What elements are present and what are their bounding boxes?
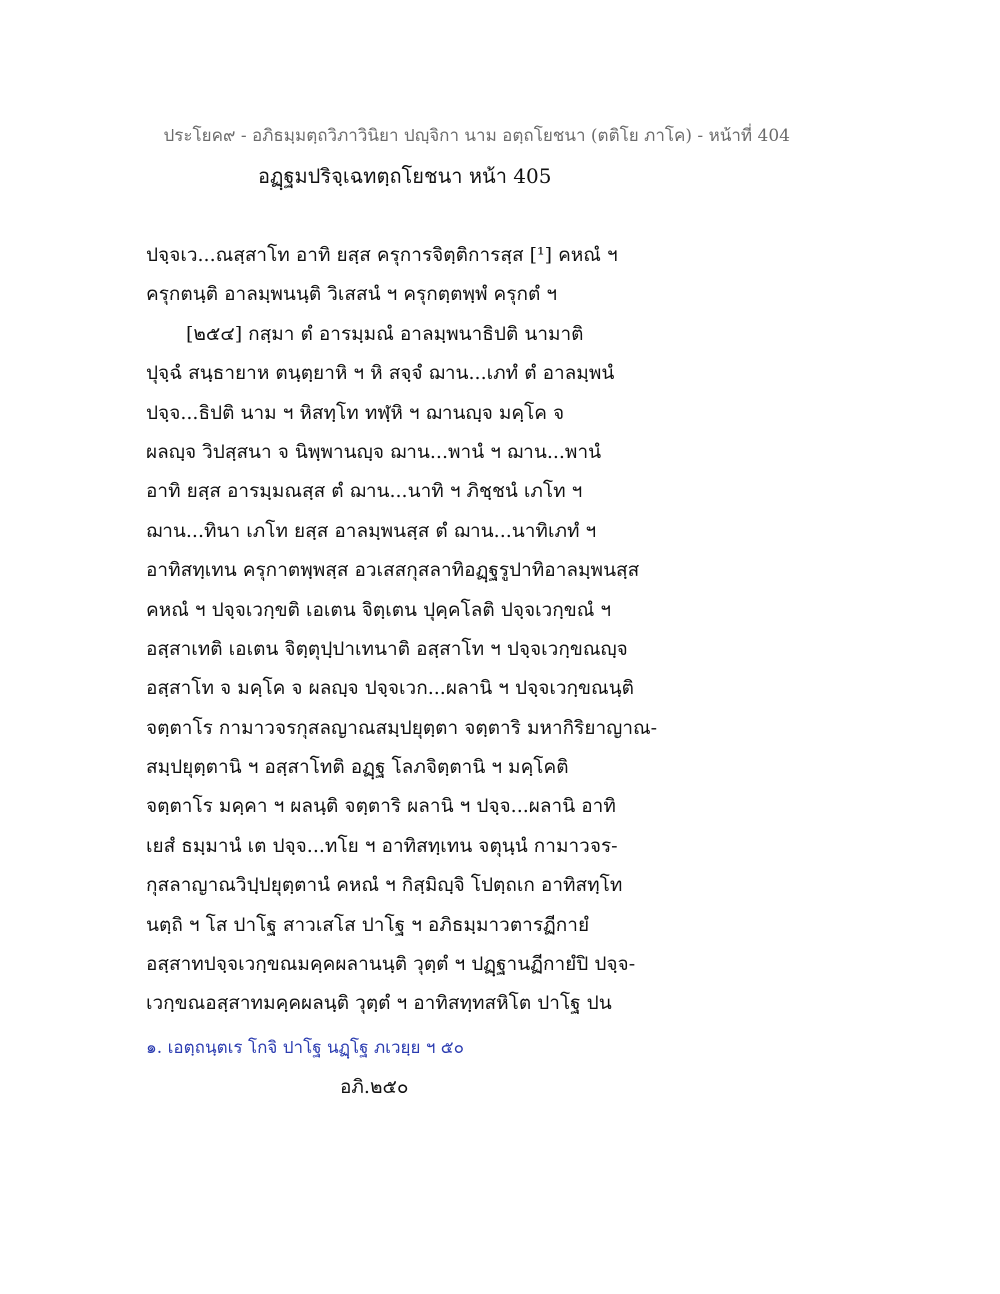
text-line: อาทิ ยสฺส อารมฺมณสฺส ตํ ฌาน...นาทิ ฯ ภิชฺชนํ เภโท ฯ bbox=[146, 480, 583, 503]
body-text bbox=[146, 236, 866, 1024]
text-line: ครุกตนฺติ อาลมฺพนนฺติ วิเสสนํ ฯ ครุกตฺตพฺพํ ครุกตํ ฯ bbox=[146, 283, 557, 306]
text-line: สมฺปยุตฺตานิ ฯ อสฺสาโทติ อฏฺฐ โลภจิตฺตานิ ฯ มคฺโคติ bbox=[146, 756, 569, 779]
text-line: กุสลาญาณวิปฺปยุตฺตานํ คหณํ ฯ กิสฺมิญฺจิ โปตฺถเก อาทิสทฺโท bbox=[146, 874, 623, 897]
text-line: จตฺตาโร มคฺคา ฯ ผลนฺติ จตฺตาริ ผลานิ ฯ ปจฺจ...ผลานิ อาทิ bbox=[146, 795, 616, 818]
text-line: อสฺสาโท จ มคฺโค จ ผลญฺจ ปจฺจเวก...ผลานิ ฯ ปจฺจเวกฺขณนฺติ bbox=[146, 677, 634, 700]
text-line: อาทิสทฺเทน ครุกาตพฺพสฺส อวเสสกุสลาทิอฏฺฐรูปาทิอาลมฺพนสฺส bbox=[146, 559, 640, 582]
page-reference: อภิ.๒๕๐ bbox=[340, 1076, 409, 1098]
page-heading: อฏฺฐมปริจฺเฉทตฺถโยชนา หน้า 405 bbox=[258, 164, 552, 188]
text-line: ผลญฺจ วิปสฺสนา จ นิพฺพานญฺจ ฌาน...พานํ ฯ ฌาน...พานํ bbox=[146, 440, 602, 463]
text-line: เยสํ ธมฺมานํ เต ปจฺจ...ทโย ฯ อาทิสทฺเทน จตุนฺนํ กามาวจร- bbox=[146, 834, 618, 857]
text-line: จตฺตาโร กามาวจรกุสลญาณสมฺปยุตฺตา จตฺตาริ มหากิริยาญาณ- bbox=[146, 716, 658, 739]
text-line: อสฺสาทปจฺจเวกฺขณมคฺคผลานนฺติ วุตฺตํ ฯ ปฏฺฐานฏีกายํปิ ปจฺจ- bbox=[146, 953, 636, 976]
text-line: คหณํ ฯ ปจฺจเวกฺขติ เอเตน จิตฺเตน ปุคฺคโลติ ปจฺจเวกฺขณํ ฯ bbox=[146, 598, 612, 621]
text-line: ปจฺจเว...ณสฺสาโท อาทิ ยสฺส ครุการจิตฺติการสฺส [¹] คหณํ ฯ bbox=[146, 244, 618, 266]
text-line: ปจฺจ...ธิปติ นาม ฯ หิสทฺโท ทฬฺหิ ฯ ฌานญฺจ มคฺโค จ bbox=[146, 401, 565, 424]
text-line: นตฺถิ ฯ โส ปาโฐ สาวเสโส ปาโฐ ฯ อภิธมฺมาวตารฏีกายํ bbox=[146, 913, 590, 936]
text-line: อสฺสาเทติ เอเตน จิตฺตุปฺปาเทนาติ อสฺสาโท ฯ ปจฺจเวกฺขณญฺจ bbox=[146, 637, 628, 660]
footnote: ๑. เอตฺถนฺตเร โกจิ ปาโฐ นฏฺโฐ ภเวยฺย ฯ ๕๐ bbox=[146, 1038, 465, 1058]
text-line: ฌาน...ทินา เภโท ยสฺส อาลมฺพนสฺส ตํ ฌาน...นาทิเภทํ ฯ bbox=[146, 519, 597, 542]
text-line-paragraph-start: [๒๕๔] กสฺมา ตํ อารมฺมณํ อาลมฺพนาธิปติ นามาติ bbox=[186, 322, 584, 345]
text-line: ปุจฺฉํ สนฺธายาห ตนฺตฺยาหิ ฯ หิ สจฺจํ ฌาน...เภทํ ตํ อาลมฺพนํ bbox=[146, 362, 615, 385]
running-header: ประโยค๙ - อภิธมฺมตฺถวิภาวินิยา ปญฺจิกา นาม อตฺถโยชนา (ตติโย ภาโค) - หน้าที่ 404 bbox=[163, 126, 790, 146]
text-line: เวกฺขณอสฺสาทมคฺคผลนฺติ วุตฺตํ ฯ อาทิสทฺทสหิโต ปาโฐ ปน bbox=[146, 992, 612, 1015]
